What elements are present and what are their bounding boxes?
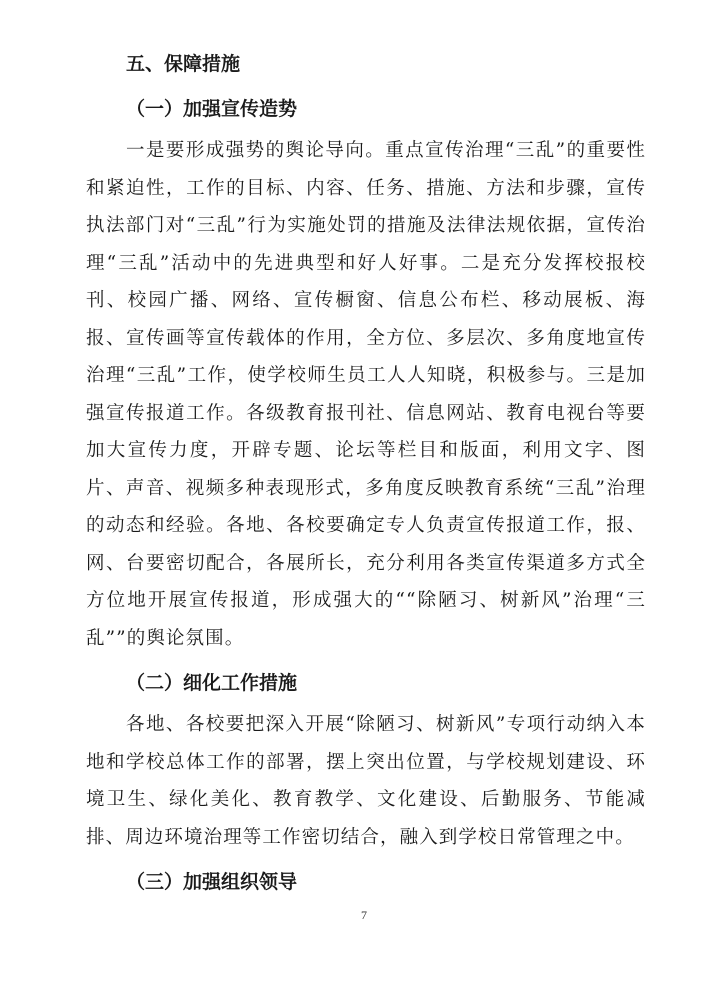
subsection-title-3: （三）加强组织领导 [126,871,298,893]
paragraph-gap [86,856,646,868]
section-title: 五、保障措施 [126,53,241,75]
paragraph-gap [86,657,646,669]
paragraph-measures: 各地、各校要把深入开展“除陋习、树新风”专项行动纳入本地和学校总体工作的部署，摆上突出位置，与学校规划建设、环境卫生、绿化美化、教育教学、文化建设、后勤服务、节能减排、周边环境治理等工作密切结合，融入到学校日常管理之中。 [86,714,646,848]
paragraph-publicity: 一是要形成强势的舆论导向。重点宣传治理“三乱”的重要性和紧迫性，工作的目标、内容、任务、措施、方法和步骤，宣传执法部门对“三乱”行为实施处罚的措施及法律法规依据，宣传治理“三乱”活动中的先进典型和好人好事。二是充分发挥校报校刊、校园广播、网络、宣传橱窗、信息公布栏、移动展板、海报、宣传画等宣传载体的作用，全方位、多层次、多角度地宣传治理“三乱”工作，使学校师生员工人人知晓，积极参与。三是加强宣传报道工作。各级教育报刊社、信息网站、教育电视台等要加大宣传力度，开辟专题、论坛等栏目和版面，利用文字、图片、声音、视频多种表现形式，多角度反映教育系统“三乱”治理的动态和经验。各地、各校要确定专人负责宣传报道工作，报、网、台要密切配合，各展所长，充分利用各类宣传渠道多方式全方位地开展宣传报道，形成强大的““除陋习、树新风”治理“三乱””的舆论氛围。 [86,140,646,649]
subsection-title-2: （二）细化工作措施 [126,672,298,694]
document-content [86,48,646,905]
subsection-title-1: （一）加强宣传造势 [126,98,298,120]
page-number: 7 [361,908,367,922]
